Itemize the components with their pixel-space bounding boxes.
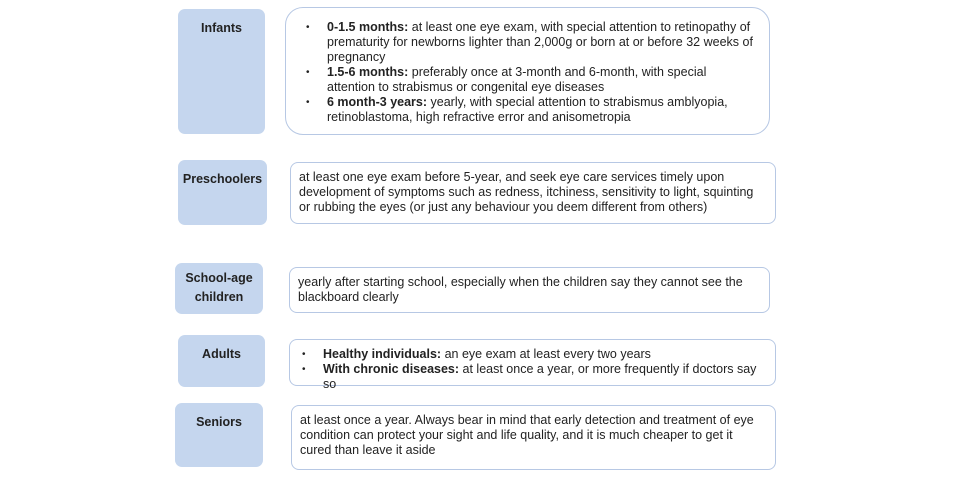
- bullet-icon: •: [306, 67, 310, 78]
- school-age-description: yearly after starting school, especially when the children say they cannot see the blackboard clearly: [289, 267, 770, 313]
- label-adults: Adults: [178, 335, 265, 387]
- infants-description: [285, 7, 770, 135]
- label-seniors: Seniors: [175, 403, 263, 467]
- bullet-icon: •: [302, 349, 306, 360]
- label-preschoolers: Preschoolers: [178, 160, 267, 225]
- adults-item: • Healthy individuals: an eye exam at least every two years: [302, 347, 651, 361]
- adults-item: • With chronic diseases: at least once a year, or more frequently if doctors say so: [302, 362, 757, 391]
- adults-description: [289, 339, 776, 391]
- label-school-age-line2: children: [194, 290, 244, 304]
- label-school-age-line1: School-age: [185, 271, 253, 285]
- bullet-icon: •: [302, 364, 306, 375]
- infants-item: • 0-1.5 months: at least one eye exam, with special attention to retinopathy of prematurity for newborns lighter than 2,000g or born at or before 32 weeks of pregnancy: [306, 20, 753, 64]
- seniors-description: at least once a year. Always bear in mind that early detection and treatment of eye condition can protect your sight and life quality, and it is much cheaper to get it cured than leave it aside: [291, 405, 776, 470]
- preschoolers-description: at least one eye exam before 5-year, and seek eye care services timely upon development of symptoms such as redness, itchiness, sensitivity to light, squinting or rubbing the eyes (or just any behaviour you deem different from others): [290, 162, 776, 224]
- infants-item: • 1.5-6 months: preferably once at 3-month and 6-month, with special attention to strabismus or congenital eye diseases: [306, 65, 707, 94]
- label-infants: Infants: [178, 9, 265, 134]
- bullet-icon: •: [306, 22, 310, 33]
- bullet-icon: •: [306, 97, 310, 108]
- label-school-age-children: [175, 263, 263, 314]
- infants-item: • 6 month-3 years: yearly, with special attention to strabismus amblyopia, retinoblastoma, high refractive error and anisometropia: [306, 95, 728, 124]
